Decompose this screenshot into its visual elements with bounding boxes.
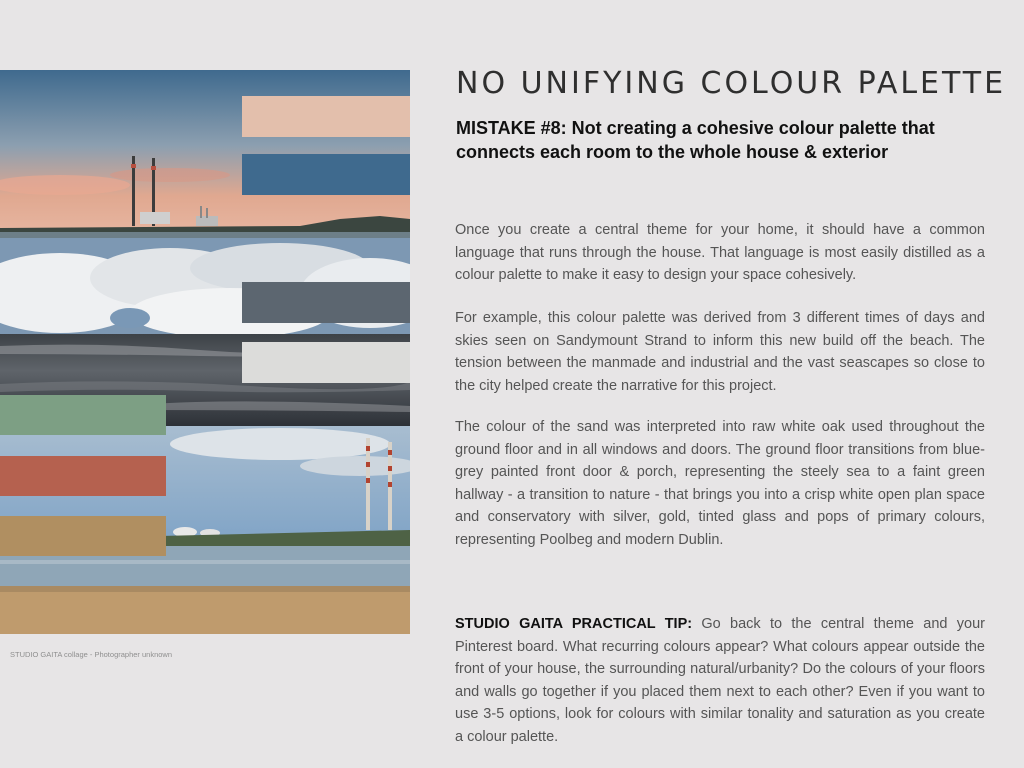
photo-collage	[0, 70, 410, 634]
tip-label: STUDIO GAITA PRACTICAL TIP:	[455, 616, 693, 632]
swatch-sand	[0, 516, 166, 556]
paragraph-details: The colour of the sand was interpreted into raw white oak used throughout the ground floor and in all windows and doors. The ground floor transitions from blue-grey painted front door & porch, representing the steely sea to a faint green hallway - a transition to nature - that brings you into a crisp white open plan space and conservatory with silver, gold, tinted glass and pops of primary colours, representing Poolbeg and modern Dublin.	[455, 419, 985, 548]
sand-photo	[0, 546, 410, 634]
swatch-sage-green	[0, 395, 166, 435]
photo-caption: STUDIO GAITA collage - Photographer unknown	[10, 650, 173, 659]
swatch-slate-grey	[242, 282, 410, 323]
paragraph-example: For example, this colour palette was derived from 3 different times of days and skies seen on Sandymount Strand to inform this new build off the beach. The tension between the manmade and industrial and the vast seascapes so close to the city helped create the narrative for this project.	[455, 310, 985, 394]
swatch-peach	[242, 96, 410, 137]
practical-tip	[455, 613, 985, 748]
tip-text: Go back to the central theme and your Pinterest board. What recurring colours appear? What colours appear outside the front of your house, the surrounding natural/urbanity? Do the colours of your floors and walls go together if you placed them next to each other? Even if you want to use 3-5 options, look for colours with similar tonality and saturation as you create a colour palette.	[455, 616, 985, 745]
paragraph-intro: Once you create a central theme for your home, it should have a common language that runs through the house. That language is most easily distilled as a colour palette to make it easy to design your space cohesively.	[455, 222, 985, 283]
swatch-terracotta	[0, 456, 166, 496]
swatch-off-white	[242, 342, 410, 383]
page-subtitle: MISTAKE #8: Not creating a cohesive colour palette that connects each room to the whole house & exterior	[456, 118, 935, 162]
page-title: NO UNIFYING COLOUR PALETTE	[456, 66, 1007, 101]
swatch-steel-blue	[242, 154, 410, 195]
